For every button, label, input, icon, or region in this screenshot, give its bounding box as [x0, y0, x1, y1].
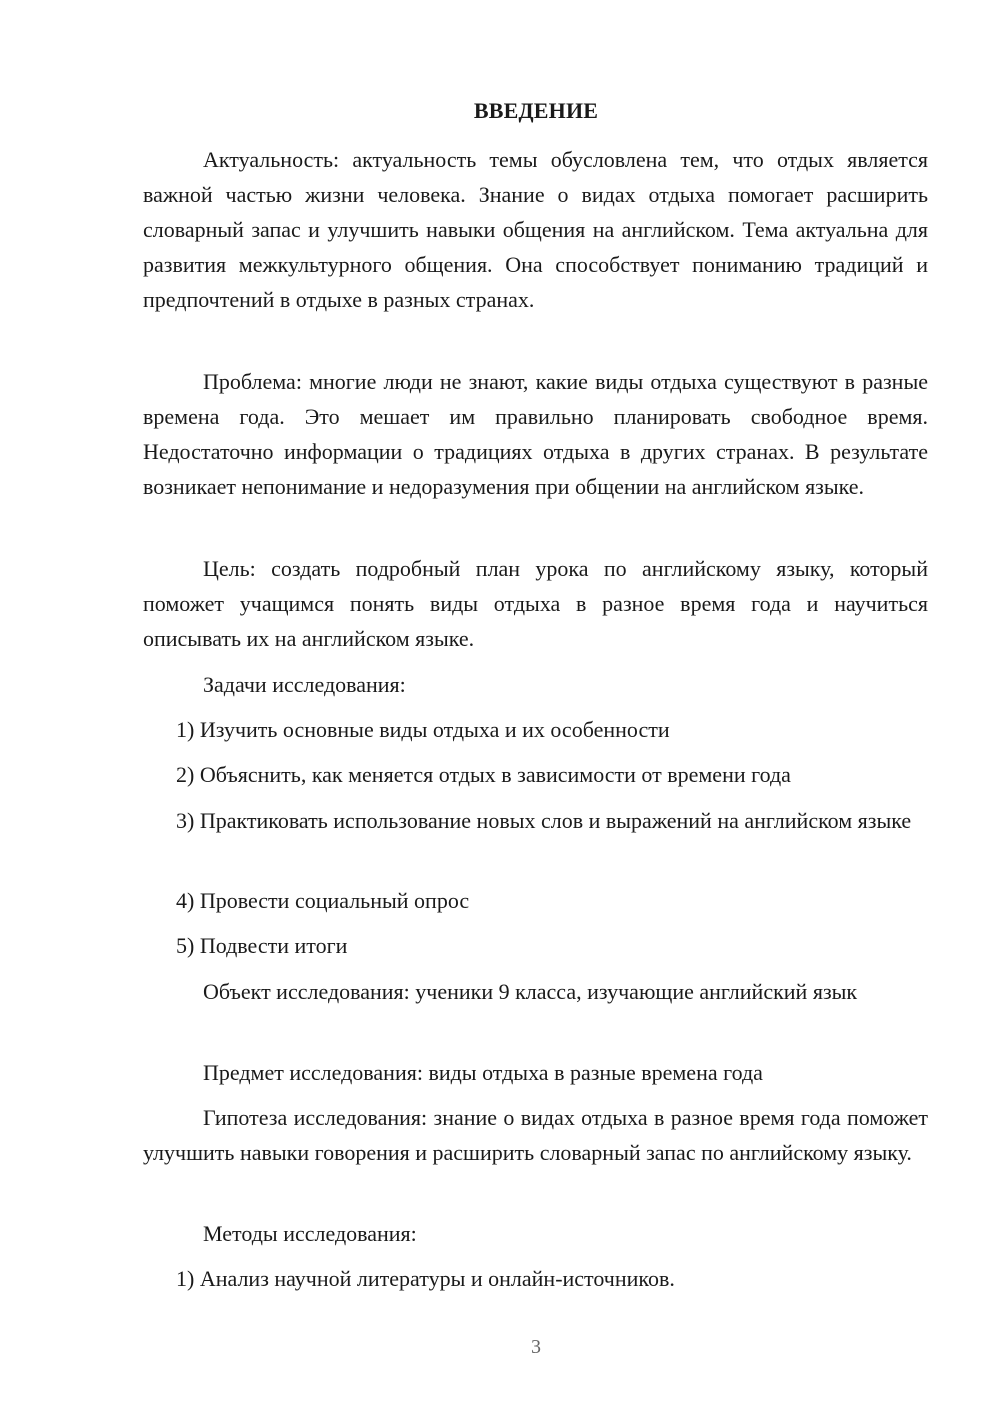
task-item-1: 1) Изучить основные виды отдыха и их особенности: [176, 717, 670, 742]
task-item-2: 2) Объяснить, как меняется отдых в зависимости от времени года: [176, 762, 791, 787]
task-item-3: 3) Практиковать использование новых слов и выражений на английском языке: [176, 808, 912, 833]
methods-heading: Методы исследования:: [203, 1221, 417, 1246]
task-item-4: 4) Провести социальный опрос: [176, 888, 470, 913]
paragraph-object: Объект исследования: ученики 9 класса, изучающие английский язык: [203, 979, 858, 1004]
paragraph-relevance: Актуальность: актуальность темы обусловлена тем, что отдых является важной частью жизни человека. Знание о видах отдыха помогает расширить словарный запас и улучшить навыки общения на английском. Тема актуальна для развития межкультурного общения. Она способствует пониманию традиций и предпочтений в отдыхе в разных странах.: [143, 147, 928, 312]
page-title: ВВЕДЕНИЕ: [473, 98, 599, 123]
method-item-1: 1) Анализ научной литературы и онлайн-источников.: [176, 1266, 675, 1291]
paragraph-goal: Цель: создать подробный план урока по английскому языку, который поможет учащимся понять виды отдыха в разное время года и научиться описывать их на английском языке.: [143, 556, 928, 651]
page-number: 3: [531, 1336, 541, 1358]
paragraph-subject: Предмет исследования: виды отдыха в разные времена года: [203, 1060, 763, 1085]
tasks-heading: Задачи исследования:: [203, 672, 406, 697]
paragraph-problem: Проблема: многие люди не знают, какие виды отдыха существуют в разные времена года. Это мешает им правильно планировать свободное время. Недостаточно информации о традициях отдыха в других странах. В результате возникает непонимание и недоразумения при общении на английском языке.: [143, 369, 928, 499]
task-item-5: 5) Подвести итоги: [176, 933, 348, 958]
paragraph-hypothesis: Гипотеза исследования: знание о видах отдыха в разное время года поможет улучшить навыки говорения и расширить словарный запас по английскому языку.: [143, 1105, 928, 1165]
